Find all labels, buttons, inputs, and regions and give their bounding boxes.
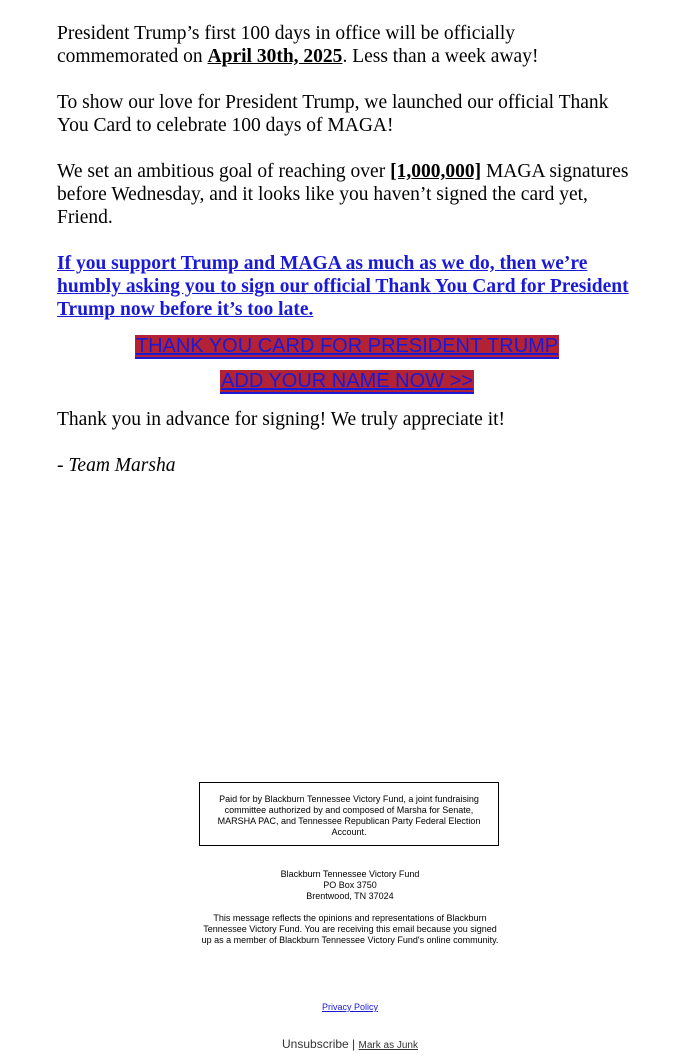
org-name: Blackburn Tennessee Victory Fund <box>280 869 420 879</box>
commemoration-text-end: . Less than a week away! <box>342 46 539 67</box>
goal-text-end: MAGA signatures before Wednesday, and it looks like you haven’t signed the card yet, Friend. <box>57 161 629 228</box>
thank-you-card-button[interactable]: THANK YOU CARD FOR PRESIDENT TRUMP <box>135 335 559 357</box>
paid-for-text: Paid for by Blackburn Tennessee Victory Fund, a joint fundraising committee authorized by and composed of Marsha for Senate, MARSHA PAC, and Tennessee Republican Party Federal Election Account. <box>217 794 481 837</box>
privacy-row <box>200 1002 500 1013</box>
card-button-row <box>57 335 637 359</box>
paid-for-disclaimer-box <box>199 782 499 846</box>
commemoration-date: April 30th, 2025 <box>207 46 343 67</box>
unsubscribe-link[interactable]: Unsubscribe <box>282 1037 349 1051</box>
signature: - Team Marsha <box>57 455 176 476</box>
po-box: PO Box 3750 <box>323 880 377 890</box>
email-disclaimer <box>200 913 500 946</box>
add-your-name-button[interactable]: ADD YOUR NAME NOW >> <box>221 370 473 392</box>
thanks-text: Thank you in advance for signing! We truly appreciate it! <box>57 409 506 430</box>
paragraph-thank-you-card: To show our love for President Trump, we launched our official Thank You Card to celebrate 100 days of MAGA! <box>57 92 609 136</box>
add-name-button-row <box>57 370 637 394</box>
sign-card-link[interactable]: If you support Trump and MAGA as much as we do, then we’re humbly asking you to sign our official Thank You Card for President Trump now before it’s too late. <box>57 253 629 320</box>
disclaimer-text: This message reflects the opinions and representations of Blackburn Tennessee Victory Fund. You are receiving this email because you signed up as a member of Blackburn Tennessee Victory Fund's online community. <box>201 913 499 945</box>
goal-text: We set an ambitious goal of reaching over <box>57 161 391 182</box>
paragraph-cta <box>57 252 637 321</box>
unsubscribe-row <box>0 1037 700 1051</box>
mailing-address <box>200 869 500 902</box>
goal-number: [1,000,000] <box>390 161 482 182</box>
paragraph-commemoration <box>57 22 637 68</box>
city-state-zip: Brentwood, TN 37024 <box>306 891 394 901</box>
privacy-policy-link[interactable]: Privacy Policy <box>321 1002 378 1012</box>
link-separator: | <box>348 1037 359 1051</box>
email-body <box>57 22 637 500</box>
paragraph-goal <box>57 160 637 229</box>
mark-as-junk-link[interactable]: Mark as Junk <box>358 1040 418 1051</box>
commemoration-text: President Trump’s first 100 days in office will be officially commemorated on <box>57 23 516 67</box>
